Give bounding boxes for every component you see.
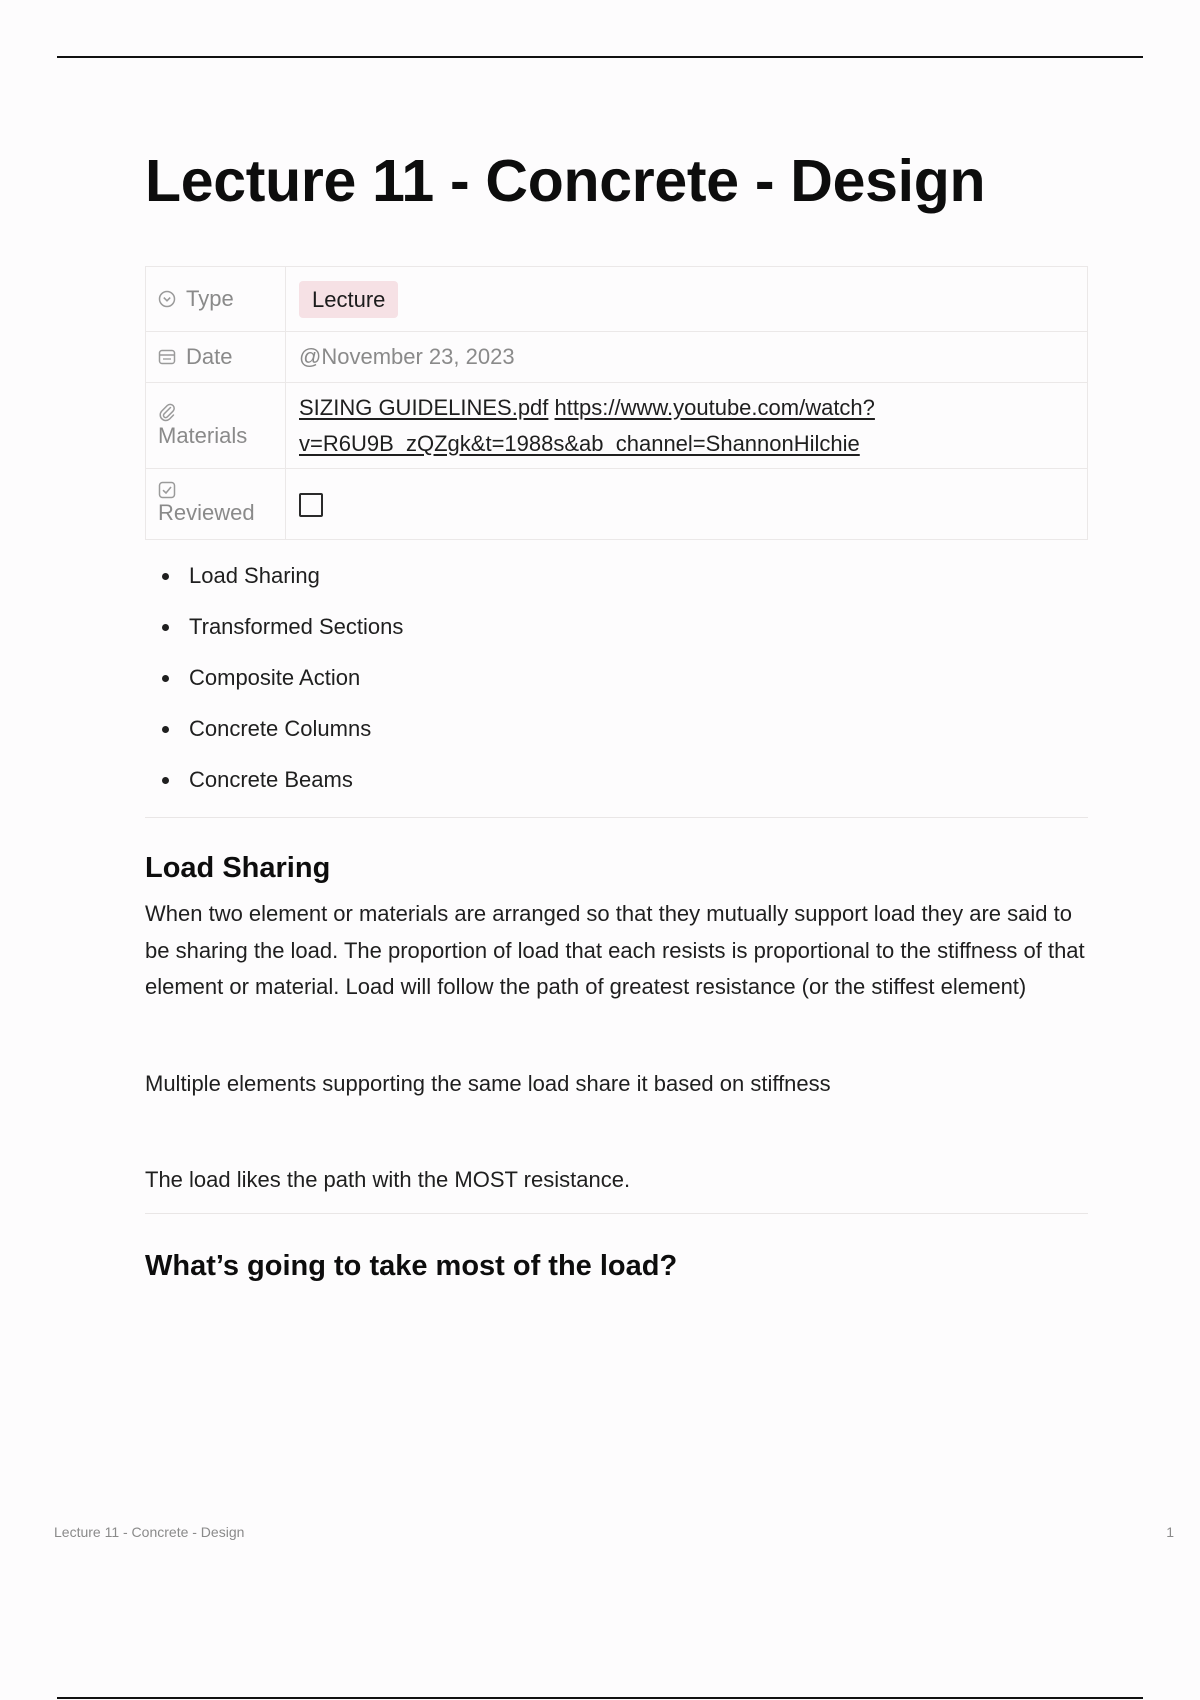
paperclip-icon [158, 402, 273, 422]
topics-list [145, 550, 1088, 805]
list-item: Transformed Sections [145, 601, 1088, 652]
calendar-icon [158, 348, 176, 366]
property-value-type [286, 267, 1088, 332]
pdf-file-link[interactable]: SIZING GUIDELINES.pdf [299, 394, 549, 420]
properties-table [145, 266, 1088, 540]
property-label-reviewed: Reviewed [158, 500, 255, 525]
property-key-reviewed [146, 469, 286, 540]
date-value[interactable]: @November 23, 2023 [299, 344, 515, 369]
property-row-reviewed [146, 469, 1088, 540]
property-value-materials [286, 383, 1088, 469]
section-divider [145, 817, 1088, 818]
youtube-link-part2[interactable]: v=R6U9B_zQZgk&t=1988s&ab_channel=ShannonHilchie [299, 430, 860, 456]
resistance-paragraph: The load likes the path with the MOST resistance. [145, 1167, 631, 1192]
type-tag[interactable]: Lecture [299, 281, 398, 318]
checkbox-property-icon [158, 481, 273, 499]
property-value-reviewed [286, 469, 1088, 540]
property-key-date [146, 332, 286, 383]
load-sharing-heading: Load Sharing [145, 852, 331, 884]
property-key-type [146, 267, 286, 332]
footer-page-number: 1 [1166, 1524, 1174, 1540]
property-row-type [146, 267, 1088, 332]
section-divider [145, 1213, 1088, 1214]
list-item: Concrete Beams [145, 754, 1088, 805]
list-item: Concrete Columns [145, 703, 1088, 754]
youtube-link-part1[interactable]: https://www.youtube.com/watch? [554, 394, 875, 420]
page-title: Lecture 11 - Concrete - Design [145, 148, 986, 214]
bottom-rule [57, 1697, 1143, 1699]
footer-title: Lecture 11 - Concrete - Design [54, 1524, 245, 1540]
property-key-materials [146, 383, 286, 469]
property-label-materials: Materials [158, 422, 248, 448]
question-heading: What’s going to take most of the load? [145, 1249, 678, 1282]
list-item: Composite Action [145, 652, 1088, 703]
reviewed-checkbox[interactable] [299, 493, 323, 517]
property-row-materials [146, 383, 1088, 469]
stiffness-paragraph: Multiple elements supporting the same load share it based on stiffness [145, 1070, 831, 1096]
property-label-date: Date [186, 344, 233, 369]
property-label-type: Type [186, 286, 234, 311]
property-row-date [146, 332, 1088, 383]
select-icon [158, 290, 176, 308]
list-item: Load Sharing [145, 550, 1088, 601]
top-rule [57, 56, 1143, 58]
page-content [145, 140, 1088, 1286]
load-sharing-paragraph: When two element or materials are arranged so that they mutually support load they are said to be sharing the load. The proportion of load that each resists is proportional to the stiffness of that element or material. Load will follow the path of greatest resistance (or the stiffest element) [145, 901, 1085, 999]
property-value-date [286, 332, 1088, 383]
